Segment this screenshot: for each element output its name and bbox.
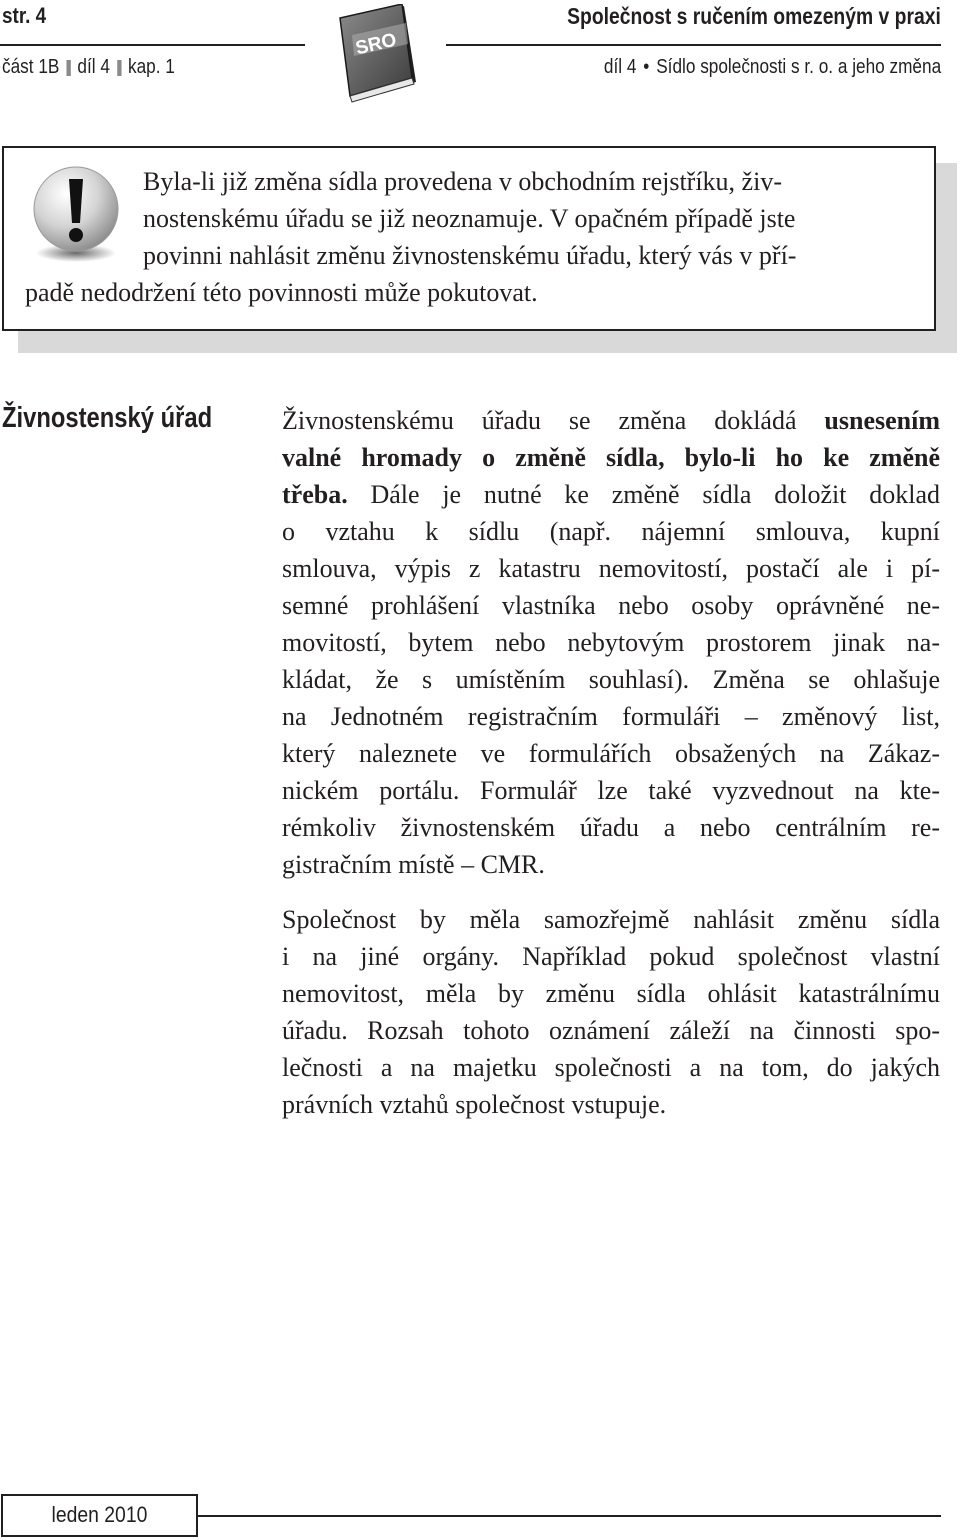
text-line: který naleznete ve formulářích obsažených na Zákaz- bbox=[282, 739, 940, 768]
warning-line: padě nedodržení této povinnosti může pokutovat. bbox=[25, 278, 538, 307]
warning-line: Byla-li již změna sídla provedena v obchodním rejstříku, živ- bbox=[143, 167, 782, 196]
bullet-separator: • bbox=[643, 56, 650, 78]
logo-text: SRO bbox=[353, 29, 399, 60]
footer-date bbox=[0, 1502, 199, 1528]
text-line: na Jednotném registračním formuláři – změnový list, bbox=[282, 702, 940, 731]
bold-run: valné hromady o změně sídla, bylo-li ho ke změně bbox=[282, 443, 940, 472]
paragraph-other-authorities bbox=[282, 901, 940, 1123]
text-line: gistračním místě – CMR. bbox=[282, 850, 545, 879]
bold-run: usnesením bbox=[824, 406, 940, 435]
text-line bbox=[282, 439, 940, 476]
breadcrumb bbox=[2, 56, 175, 79]
text-line: kládat, že s umístěním souhlasí). Změna se ohlašuje bbox=[282, 665, 940, 694]
warning-line: nostenskému úřadu se již neoznamuje. V opačném případě jste bbox=[143, 204, 796, 233]
footer-date-text: leden 2010 bbox=[51, 1502, 148, 1527]
footer-rule bbox=[198, 1515, 941, 1517]
breadcrumb-chapter: kap. 1 bbox=[128, 56, 175, 78]
bold-run: třeba. bbox=[282, 480, 348, 509]
binder-book-icon bbox=[334, 4, 424, 104]
breadcrumb-part: část 1B bbox=[2, 56, 60, 78]
chapter-title: Sídlo společnosti s r. o. a jeho změna bbox=[656, 56, 941, 78]
series-title: Společnost s ručením omezeným v praxi bbox=[567, 3, 941, 29]
text-line: Společnost by měla samozřejmě nahlásit změnu sídla bbox=[282, 905, 940, 934]
paragraph-office-notification bbox=[282, 402, 940, 883]
breadcrumb-volume: díl 4 bbox=[77, 56, 110, 78]
text-line: rémkoliv živnostenském úřadu a nebo centrálním re- bbox=[282, 813, 940, 842]
warning-line: povinni nahlásit změnu živnostenskému úřadu, který vás v pří- bbox=[143, 241, 797, 270]
text-line: lečnosti a na majetku společnosti a na tom, do jakých bbox=[282, 1053, 940, 1082]
text-line: smlouva, výpis z katastru nemovitostí, postačí ale i pí- bbox=[282, 554, 940, 583]
header-rule-right bbox=[446, 44, 941, 46]
breadcrumb-separator bbox=[117, 60, 121, 76]
text-line: semné prohlášení vlastníka nebo osoby oprávněné ne- bbox=[282, 591, 940, 620]
text-run: Živnostenskému úřadu se změna dokládá bbox=[282, 406, 825, 435]
header-rule-left bbox=[0, 44, 305, 46]
text-line bbox=[282, 476, 940, 513]
text-line: právních vztahů společnost vstupuje. bbox=[282, 1090, 667, 1119]
section-heading: Živnostenský úřad bbox=[2, 402, 213, 434]
text-run: Dále je nutné ke změně sídla doložit doklad bbox=[347, 480, 940, 509]
breadcrumb-separator bbox=[66, 60, 70, 76]
page-number: str. 4 bbox=[2, 3, 47, 28]
text-line bbox=[282, 402, 940, 439]
chapter-part: díl 4 bbox=[603, 56, 637, 78]
text-line: movitostí, bytem nebo nebytovým prostorem jinak na- bbox=[282, 628, 940, 657]
chapter-header bbox=[604, 56, 941, 79]
text-line: nemovitost, měla by změnu sídla ohlásit katastrálnímu bbox=[282, 979, 940, 1008]
text-line: o vztahu k sídlu (např. nájemní smlouva, kupní bbox=[282, 517, 940, 546]
text-line: úřadu. Rozsah tohoto oznámení záleží na činnosti spo- bbox=[282, 1016, 940, 1045]
text-line: i na jiné orgány. Například pokud společnost vlastní bbox=[282, 942, 940, 971]
warning-text bbox=[25, 163, 920, 311]
text-line: nickém portálu. Formulář lze také vyzvednout na kte- bbox=[282, 776, 940, 805]
